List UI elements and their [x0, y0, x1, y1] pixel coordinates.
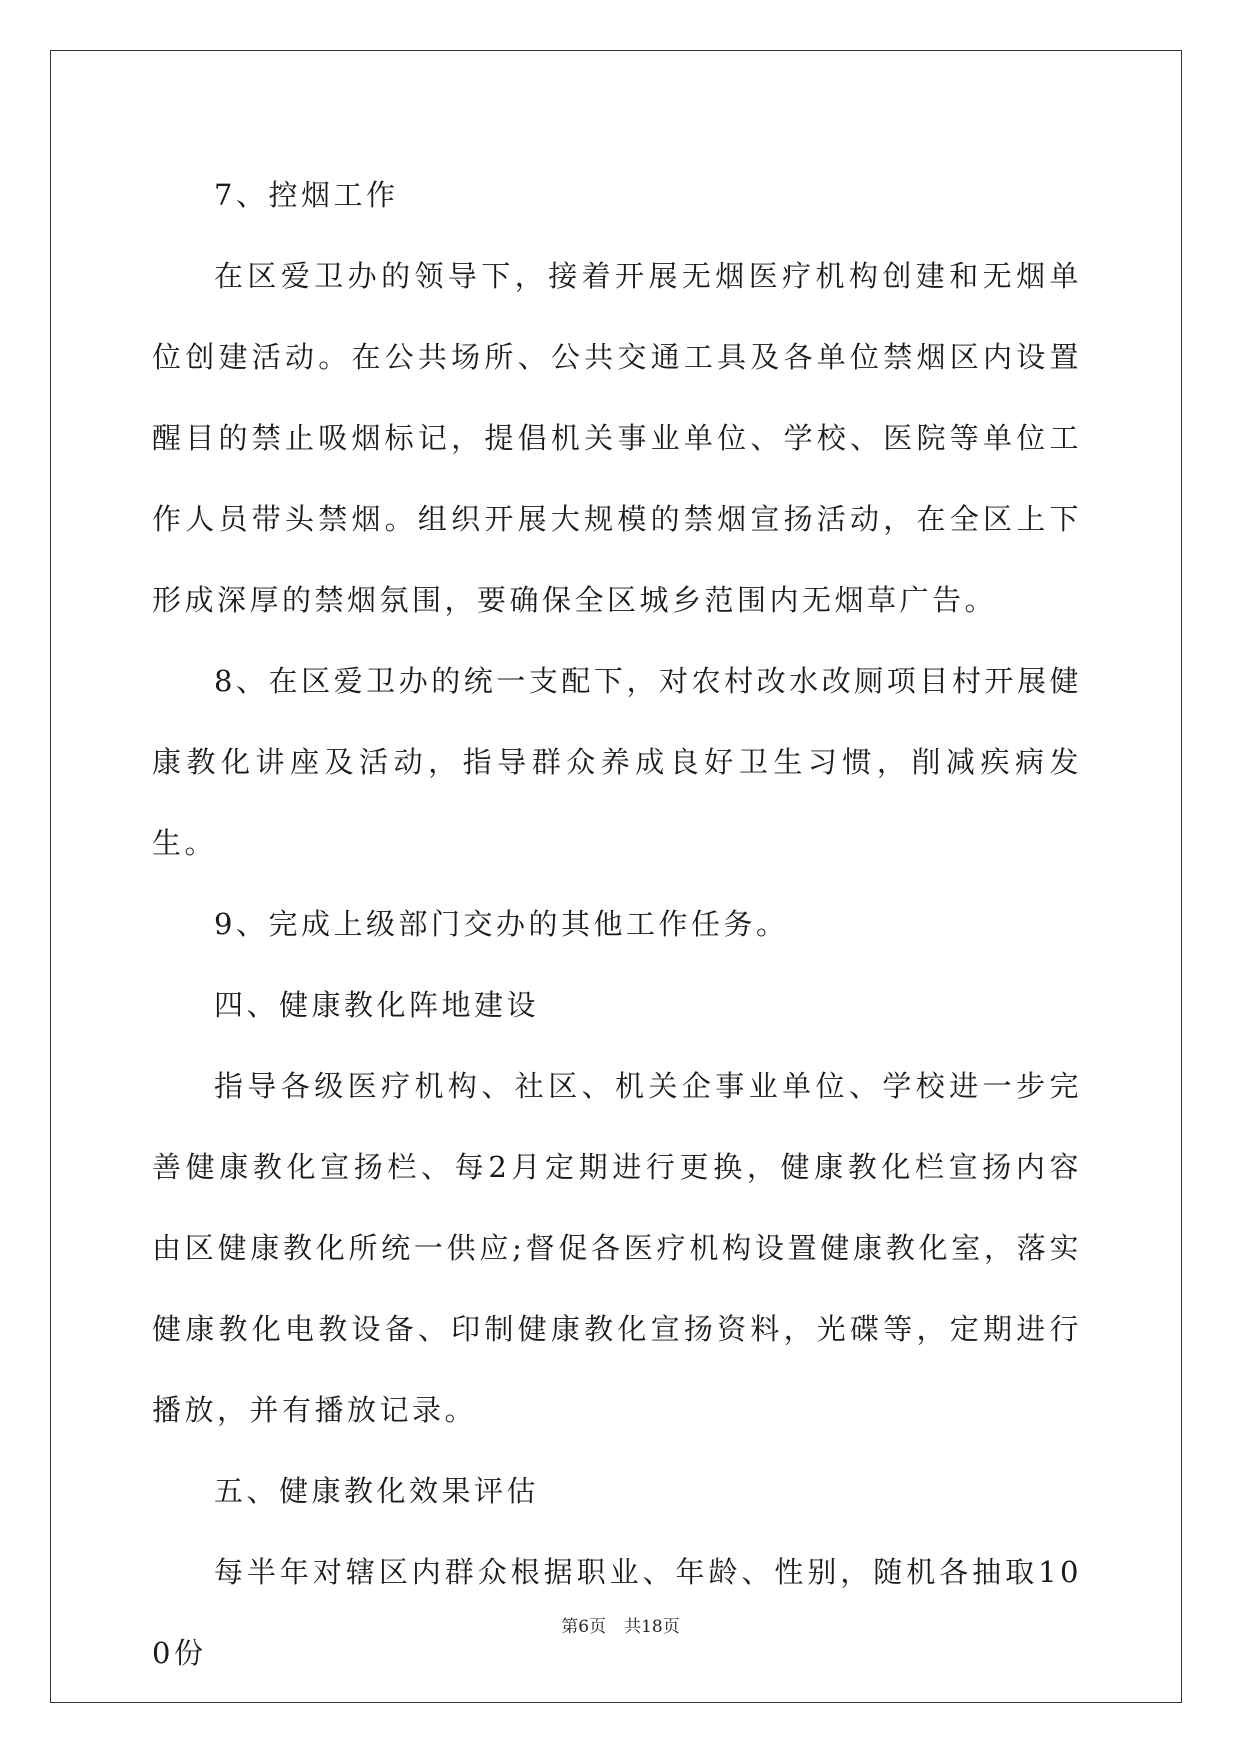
paragraph-tobacco-control: 在区爱卫办的领导下，接着开展无烟医疗机构创建和无烟单位创建活动。在公共场所、公共交通工具及各单位禁烟区内设置醒目的禁止吸烟标记，提倡机关事业单位、学校、医院等单位工作人员带头禁烟。组织开展大规模的禁烟宣扬活动，在全区上下形成深厚的禁烟氛围，要确保全区城乡范围内无烟草广告。 [152, 259, 1082, 617]
page-total: 共18页 [624, 1617, 680, 1637]
document-body [152, 155, 1082, 1694]
paragraph-rural-health-education: 8、在区爱卫办的统一支配下，对农村改水改厕项目村开展健康教化讲座及活动，指导群众养成良好卫生习惯，削减疾病发生。 [152, 664, 1082, 860]
paragraph-education-base: 指导各级医疗机构、社区、机关企事业单位、学校进一步完善健康教化宣扬栏、每2月定期进行更换，健康教化栏宣扬内容由区健康教化所统一供应;督促各医疗机构设置健康教化室，落实健康教化电教设备、印制健康教化宣扬资料，光碟等，定期进行播放，并有播放记录。 [152, 1069, 1082, 1427]
section-heading-evaluation: 五、健康教化效果评估 [214, 1474, 540, 1508]
section-heading-tobacco-control: 7、控烟工作 [214, 178, 399, 212]
paragraph-evaluation: 每半年对辖区内群众根据职业、年龄、性别，随机各抽取100份 [152, 1555, 1082, 1670]
page-number: 第6页 [561, 1617, 607, 1637]
paragraph-other-tasks: 9、完成上级部门交办的其他工作任务。 [214, 907, 789, 941]
page-footer [0, 1612, 1241, 1637]
section-heading-education-base: 四、健康教化阵地建设 [214, 988, 540, 1022]
